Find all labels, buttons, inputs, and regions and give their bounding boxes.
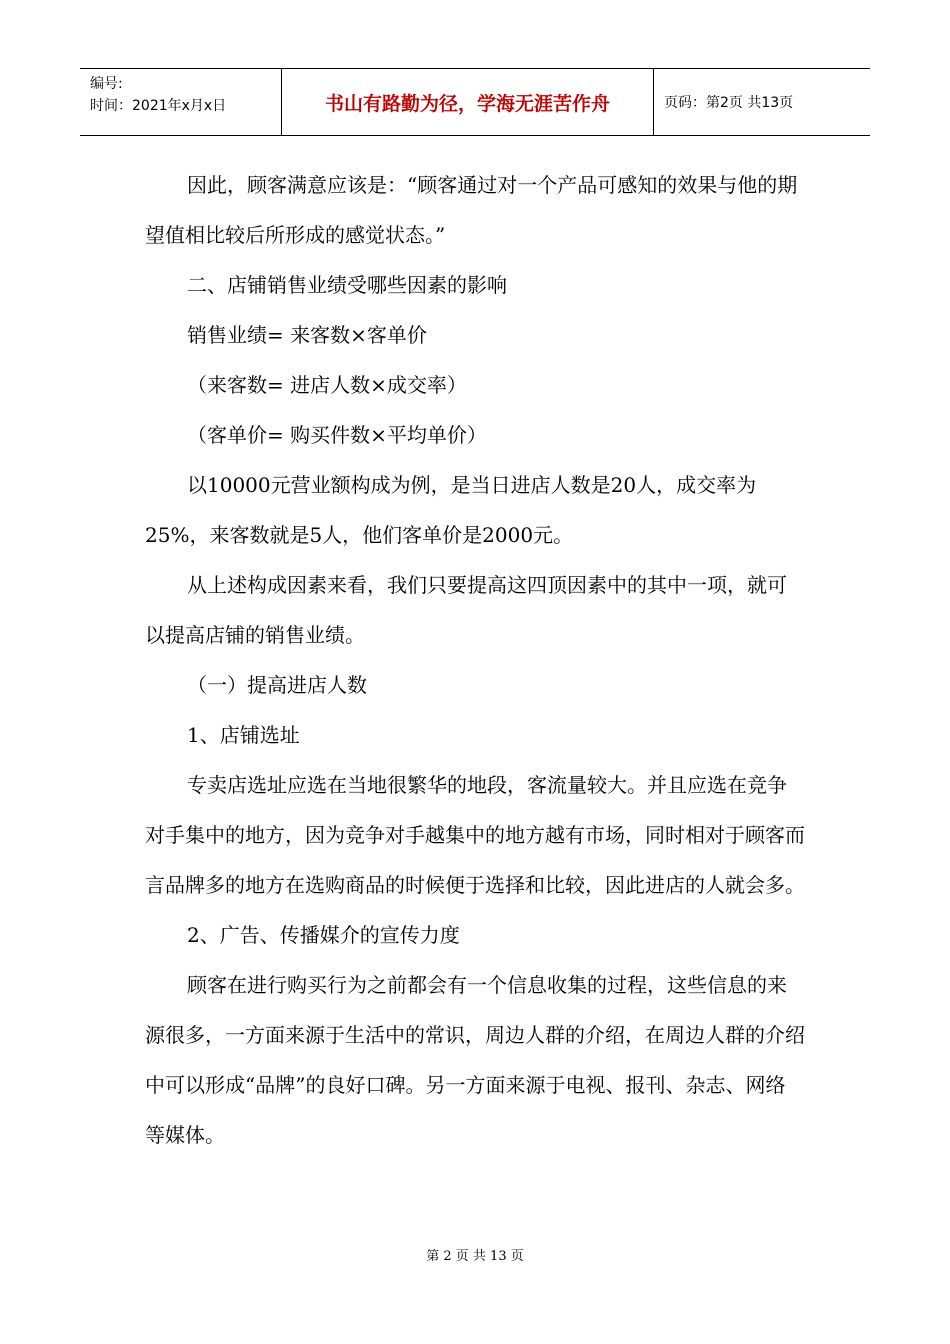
section-heading: 二、店铺销售业绩受哪些因素的影响 bbox=[187, 273, 507, 297]
document-date: 时间：2021年x月x日 bbox=[90, 98, 227, 114]
header-meta bbox=[80, 69, 282, 135]
formula: 销售业绩= 来客数×客单价 bbox=[187, 323, 427, 347]
paragraph: 顾客在进行购买行为之前都会有一个信息收集的过程，这些信息的来源很多，一方面来源于生活中的常识，周边人群的介绍，在周边人群的介绍中可以形成“品牌”的良好口碑。另一方面来源于电视、报刊、杂志、网络等媒体。 bbox=[145, 973, 805, 1147]
document-body bbox=[145, 160, 805, 1160]
paragraph: 专卖店选址应选在当地很繁华的地段，客流量较大。并且应选在竞争对手集中的地方，因为竞争对手越集中的地方越有市场，同时相对于顾客而言品牌多的地方在选购商品的时候便于选择和比较，因此进店的人就会多。 bbox=[145, 773, 805, 897]
document-number: 编号: bbox=[90, 76, 123, 92]
paragraph: 以10000元营业额构成为例，是当日进店人数是20人，成交率为25%，来客数就是5人，他们客单价是2000元。 bbox=[145, 473, 757, 547]
subsection-heading: （一）提高进店人数 bbox=[187, 673, 367, 697]
page-footer: 第 2 页 共 13 页 bbox=[426, 1249, 524, 1264]
page-header bbox=[80, 68, 870, 136]
paragraph: 从上述构成因素来看，我们只要提高这四顶因素中的其中一项，就可以提高店铺的销售业绩。 bbox=[145, 573, 787, 647]
item-heading: 2、广告、传播媒介的宣传力度 bbox=[187, 923, 460, 947]
header-page-info: 页码：第2页 共13页 bbox=[664, 95, 794, 111]
formula: （客单价= 购买件数×平均单价） bbox=[187, 423, 487, 447]
header-motto: 书山有路勤为径，学海无涯苦作舟 bbox=[282, 69, 654, 135]
paragraph: 因此，顾客满意应该是：“顾客通过对一个产品可感知的效果与他的期望值相比较后所形成的感觉状态。” bbox=[145, 173, 798, 247]
formula: （来客数= 进店人数×成交率） bbox=[187, 373, 467, 397]
item-heading: 1、店铺选址 bbox=[187, 723, 300, 747]
